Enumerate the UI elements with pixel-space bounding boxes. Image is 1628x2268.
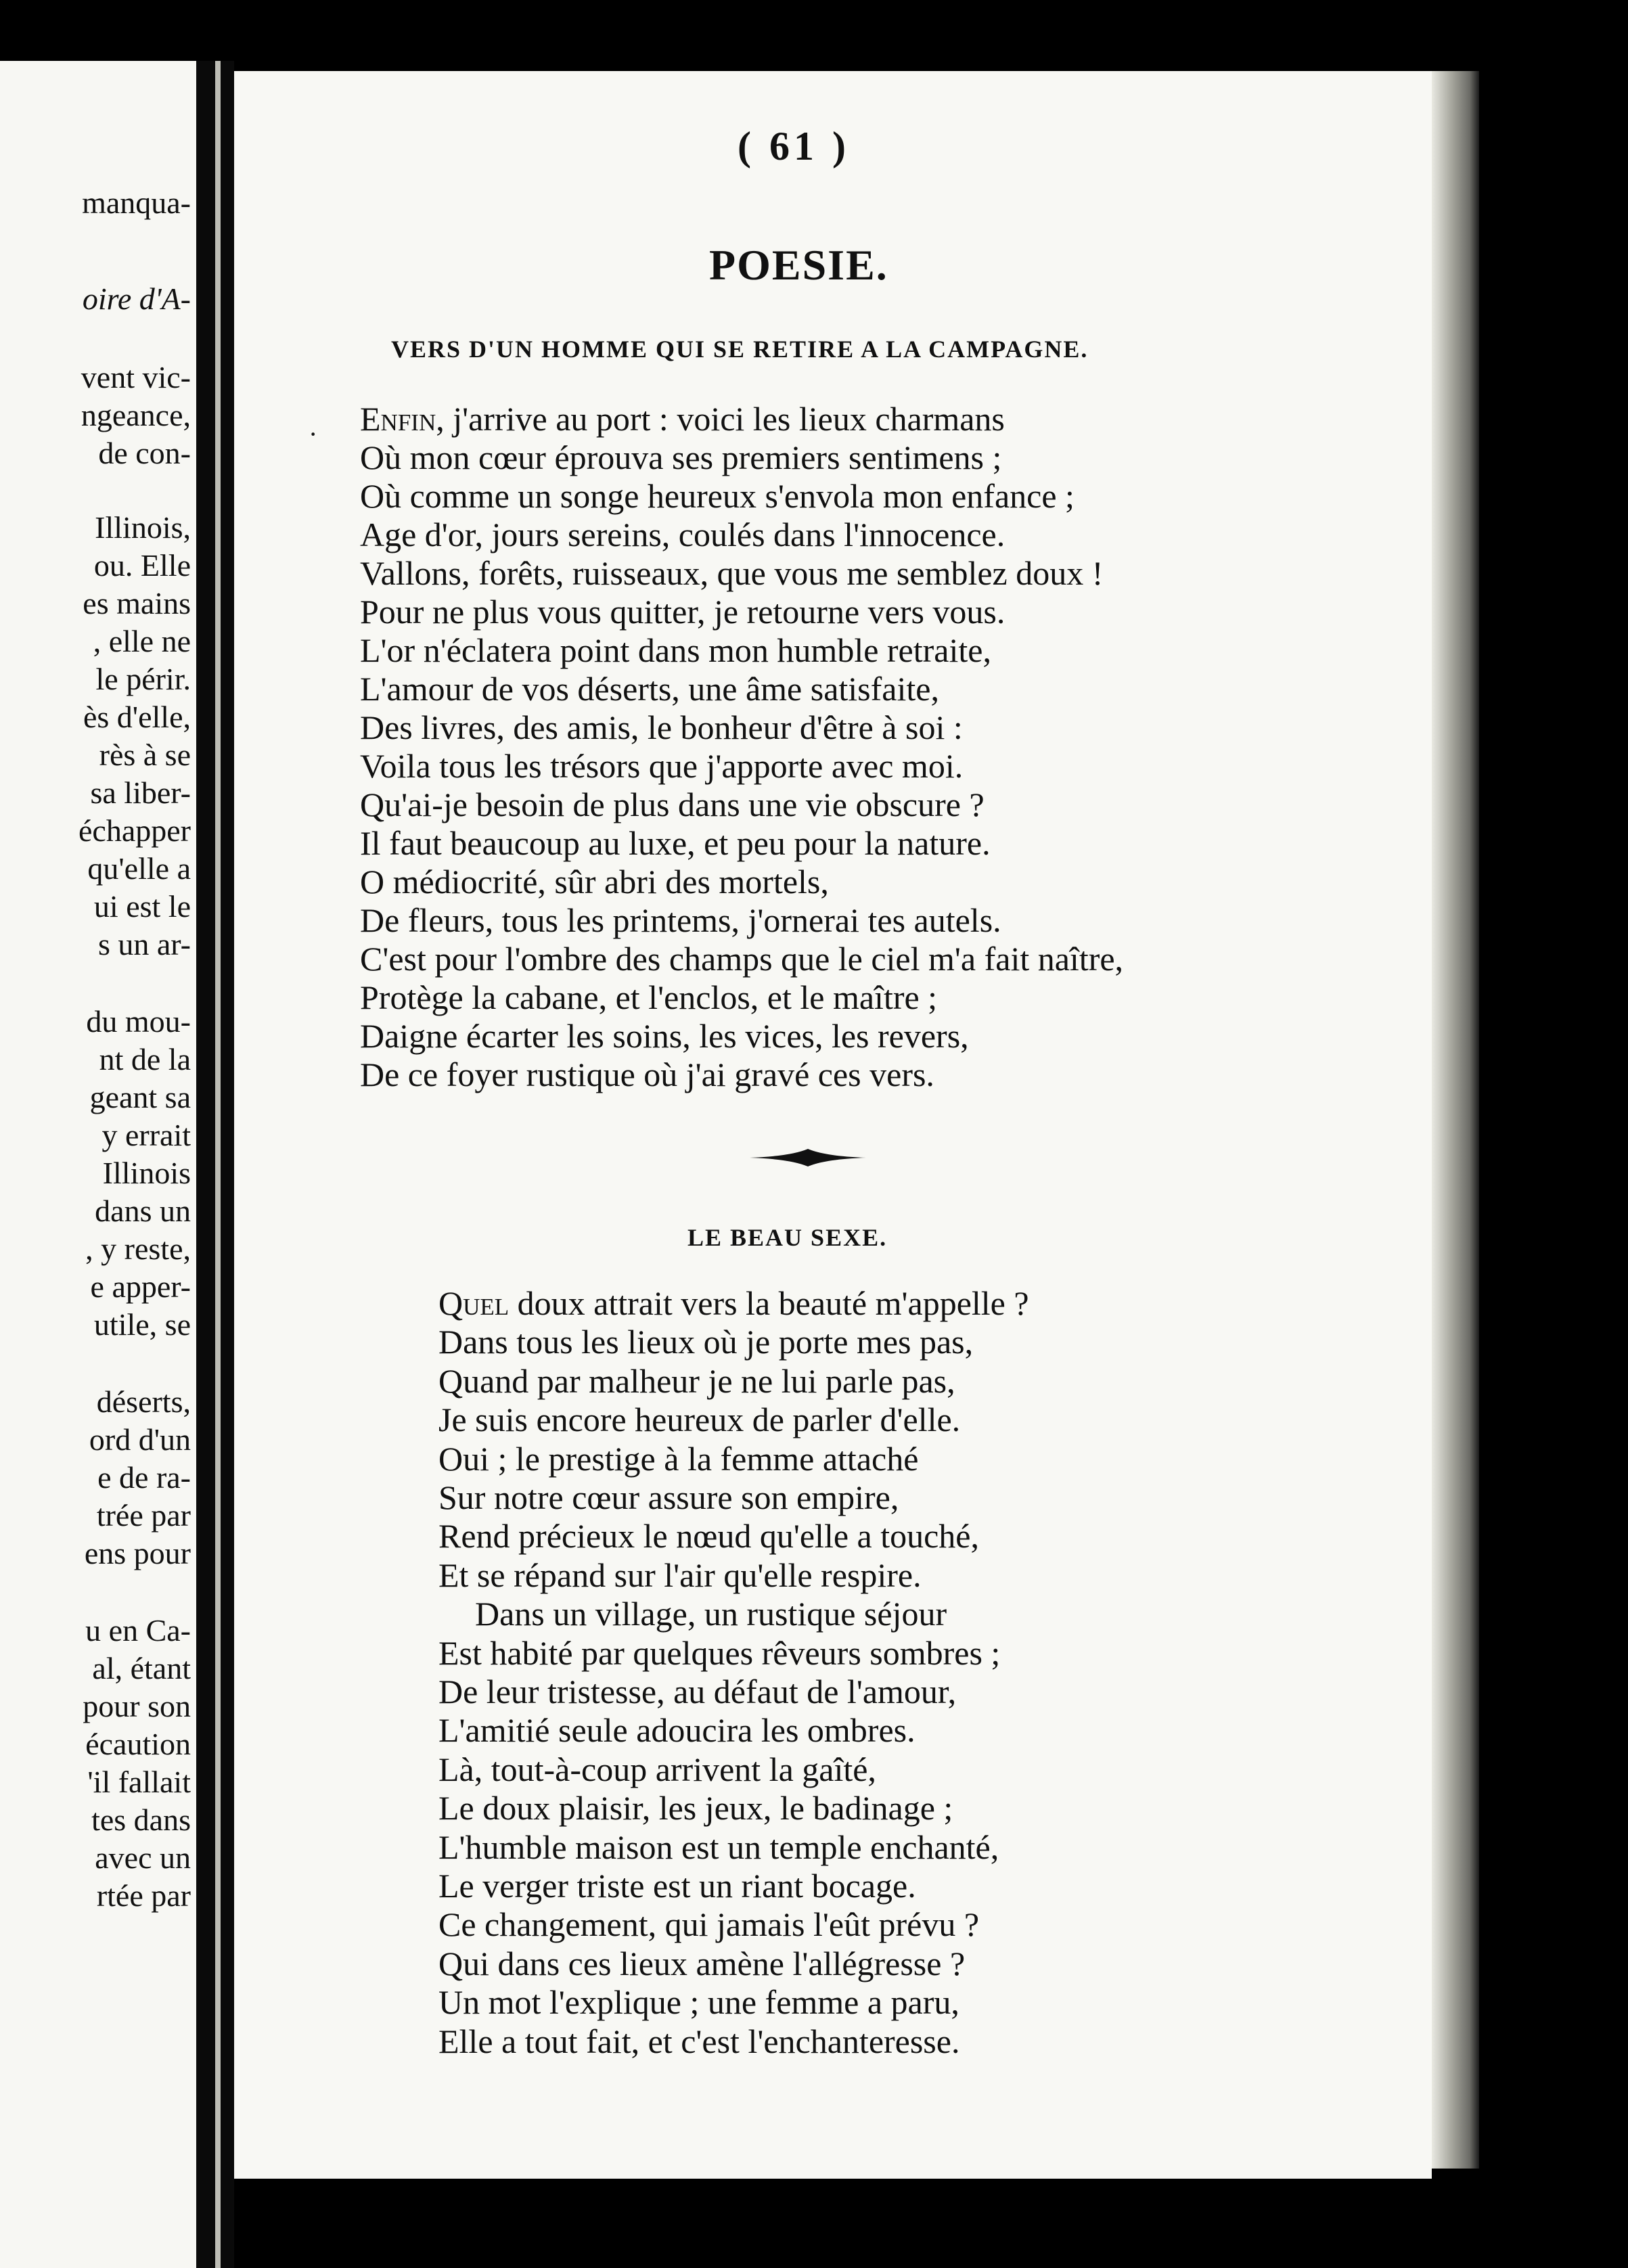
poem1-line: Daigne écarter les soins, les vices, les revers, [360,1017,969,1055]
left-page-line: manqua- [82,185,191,220]
poem1-line: De fleurs, tous les printems, j'ornerai tes autels. [360,901,1001,939]
poem2-line: Elle a tout fait, et c'est l'enchanteresse. [438,2022,960,2060]
left-page-line: s un ar- [97,927,191,961]
poem2-line: Je suis encore heureux de parler d'elle. [438,1401,961,1439]
poem1-line: Où mon cœur éprouva ses premiers sentimens ; [360,438,1002,476]
left-page-line: , y reste, [85,1231,191,1266]
left-page-line: du mou- [86,1004,191,1039]
poem2-line: Oui ; le prestige à la femme attaché [438,1439,919,1478]
left-page-line: qu'elle a [87,851,191,886]
left-page-line: pour son [83,1689,191,1723]
poem2-title: LE BEAU SEXE. [687,1224,888,1251]
poem2-first-word: Quel [438,1284,510,1322]
left-page-line: avec un [95,1840,191,1875]
poem2-line: Le doux plaisir, les jeux, le badinage ; [438,1789,953,1828]
gutter-edge [215,61,221,2268]
poem1-line: Qu'ai-je besoin de plus dans une vie obscure ? [360,786,985,823]
left-page-line: rès à se [99,738,191,772]
left-page-line: rtée par [96,1878,191,1913]
poem1-line: C'est pour l'ombre des champs que le ciel m'a fait naître, [360,940,1124,978]
poem2-first-line-rest: doux attrait vers la beauté m'appelle ? [509,1284,1029,1322]
left-page-line: ès d'elle, [83,700,191,734]
poem2-line: Et se répand sur l'air qu'elle respire. [438,1556,922,1594]
poem1-title: VERS D'UN HOMME QUI SE RETIRE A LA CAMPAGNE. [391,336,1089,363]
left-page-line: déserts, [96,1384,191,1419]
section-title: POESIE. [709,241,888,289]
left-page-italic-line: oire d'A- [82,281,191,316]
poem2-line: Le verger triste est un riant bocage. [438,1867,916,1905]
poem1-line: Des livres, des amis, le bonheur d'être à soi : [360,708,963,746]
poem2-line: Dans tous les lieux où je porte mes pas, [438,1323,974,1361]
left-page-line: ou. Elle [93,548,191,583]
poem1-line: Où comme un songe heureux s'envola mon enfance ; [360,477,1075,515]
left-page-line: le périr. [95,662,191,696]
left-page-line: al, étant [92,1651,191,1685]
left-page-line: échapper [78,813,191,848]
left-page-line: 'il fallait [87,1765,191,1799]
poem1-first-line-rest: , j'arrive au port : voici les lieux charmans [436,400,1005,438]
left-page-line: ui est le [93,889,191,924]
poem2-line: Ce changement, qui jamais l'eût prévu ? [438,1905,980,1944]
poem1-line [360,400,1005,438]
left-page-line: tes dans [91,1802,191,1837]
left-page-line: écaution [85,1727,191,1761]
divider-ornament [750,1146,866,1169]
left-page-fragment [0,61,196,2268]
left-page-line: trée par [96,1498,191,1533]
left-page-line: utile, se [93,1307,191,1342]
poem1-first-word: Enfin [360,400,436,438]
left-page-line: de con- [98,436,191,470]
left-page-line: dans un [95,1194,191,1228]
left-page-line: nt de la [99,1042,191,1076]
poem1-line: O médiocrité, sûr abri des mortels, [360,863,829,901]
poem2-line: L'amitié seule adoucira les ombres. [438,1711,915,1750]
left-page-line: geant sa [89,1080,191,1114]
left-page-line: es mains [83,586,191,620]
poem2-line [438,1284,1029,1323]
poem2-line: Qui dans ces lieux amène l'allégresse ? [438,1944,966,1982]
page-number: ( 61 ) [738,124,850,168]
poem1-line: L'amour de vos déserts, une âme satisfaite, [360,670,939,708]
poem2-line: Quand par malheur je ne lui parle pas, [438,1361,955,1400]
poem2-line: Sur notre cœur assure son empire, [438,1478,899,1516]
poem2-line: Un mot l'explique ; une femme a paru, [438,1983,959,2022]
left-page-line: , elle ne [93,624,191,658]
left-page-line: ens pour [84,1536,191,1570]
top-black-border [0,0,1628,71]
left-page-line: Illinois [102,1156,191,1190]
left-page-line: e apper- [90,1269,191,1304]
margin-dot: · [309,419,318,449]
left-page-line: ord d'un [89,1422,191,1457]
poem2-line: Là, tout-à-coup arrivent la gaîté, [438,1750,876,1788]
left-page-line: y errait [101,1118,191,1152]
left-page-line: sa liber- [90,775,191,810]
page-edge-shadow [1432,71,1479,2169]
poem1-line: L'or n'éclatera point dans mon humble retraite, [360,631,991,669]
left-page-line: ngeance, [81,398,191,432]
poem2-line: De leur tristesse, au défaut de l'amour, [438,1673,957,1710]
poem1-line: Protège la cabane, et l'enclos, et le maître ; [360,978,938,1016]
left-page-line: vent vic- [81,360,191,394]
poem1-line: Age d'or, jours sereins, coulés dans l'innocence. [360,516,1005,553]
left-page-line: Illinois, [95,510,191,545]
poem1-line: De ce foyer rustique où j'ai gravé ces vers. [360,1056,934,1093]
poem1-line: Il faut beaucoup au luxe, et peu pour la nature. [360,824,991,862]
poem2-line: Dans un village, un rustique séjour [475,1595,947,1633]
poem1-line: Pour ne plus vous quitter, je retourne vers vous. [360,593,1005,631]
poem1-line: Vallons, forêts, ruisseaux, que vous me semblez doux ! [360,554,1104,592]
poem2-line: Rend précieux le nœud qu'elle a touché, [438,1517,979,1556]
poem2-line: L'humble maison est un temple enchanté, [438,1828,999,1866]
left-page-line: u en Ca- [85,1613,191,1648]
poem1-line: Voila tous les trésors que j'apporte avec moi. [360,747,964,785]
left-page-line: e de ra- [97,1460,191,1495]
poem2-line: Est habité par quelques rêveurs sombres ; [438,1633,1001,1672]
